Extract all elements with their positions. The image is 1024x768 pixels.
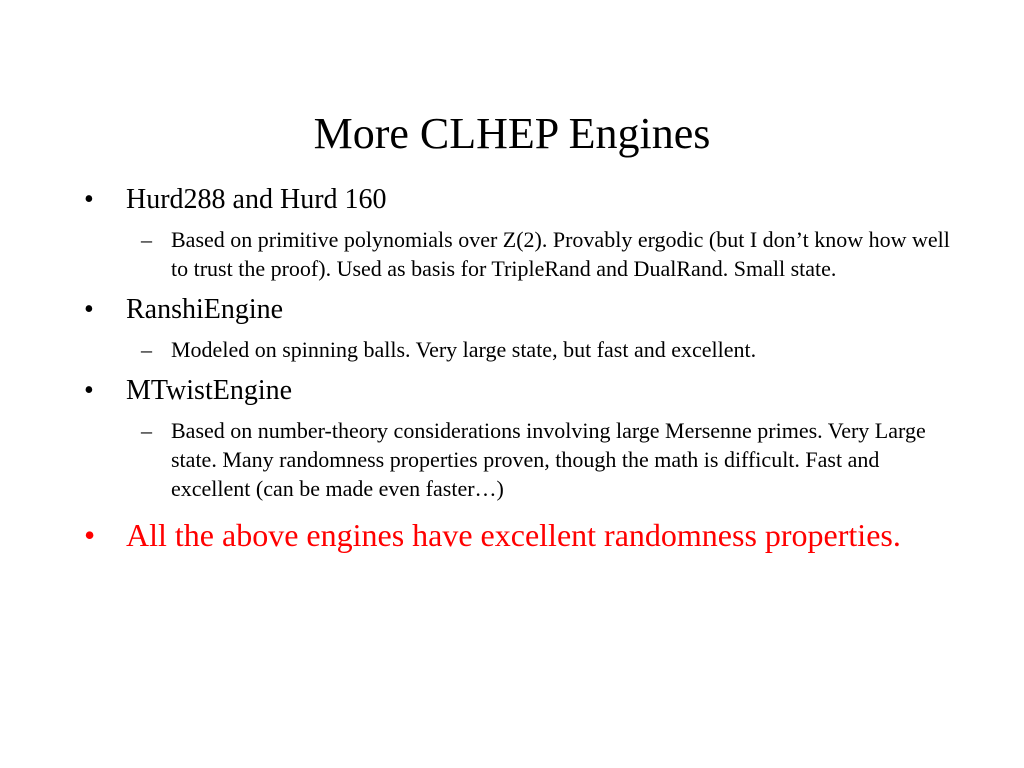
bullet-marker: • [84, 375, 94, 406]
sub-bullet-text: Modeled on spinning balls. Very large state, but fast and excellent. [171, 337, 757, 362]
bullet-text: RanshiEngine [126, 294, 284, 325]
bullet-marker: • [84, 184, 94, 215]
sub-bullet-item [126, 225, 954, 283]
bullet-text: Hurd288 and Hurd 160 [126, 184, 387, 215]
bullet-item [84, 183, 954, 283]
sub-bullet-list [126, 335, 954, 364]
sub-bullet-list [126, 416, 954, 503]
bullet-text: All the above engines have excellent randomness properties. [126, 517, 901, 553]
bullet-item [84, 293, 954, 364]
sub-bullet-item [126, 335, 954, 364]
bullet-list [84, 183, 954, 555]
sub-bullet-text: Based on number-theory considerations involving large Mersenne primes. Very Large state. Many randomness properties proven, though the math is difficult. Fast and excellent (can be made even faster…) [171, 418, 926, 501]
bullet-marker: • [84, 517, 96, 553]
bullet-item-highlight [84, 515, 954, 555]
sub-bullet-list [126, 225, 954, 283]
sub-bullet-item [126, 416, 954, 503]
sub-bullet-marker: – [141, 337, 152, 362]
bullet-text: MTwistEngine [126, 375, 293, 406]
slide-title: More CLHEP Engines [313, 109, 711, 158]
sub-bullet-text: Based on primitive polynomials over Z(2). Provably ergodic (but I don’t know how well to trust the proof). Used as basis for TripleRand and DualRand. Small state. [171, 227, 950, 281]
sub-bullet-marker: – [141, 418, 152, 443]
sub-bullet-marker: – [141, 227, 152, 252]
bullet-item [84, 374, 954, 503]
bullet-marker: • [84, 294, 94, 325]
